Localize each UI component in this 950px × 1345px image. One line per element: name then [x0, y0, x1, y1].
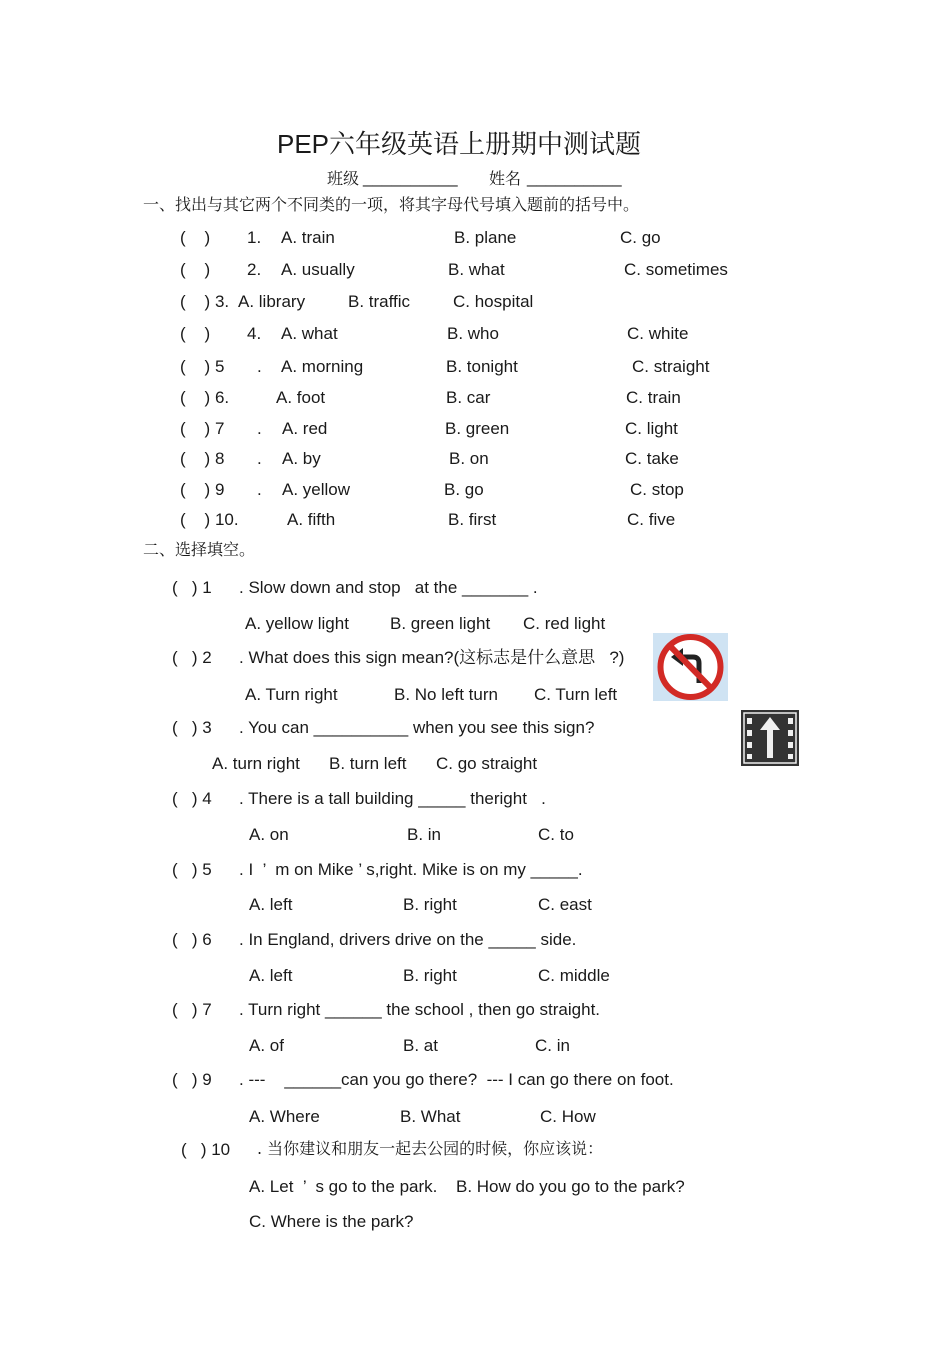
- s1-item9-option-c: C. stop: [630, 480, 684, 499]
- s2-q2-option-b: B. No left turn: [394, 685, 498, 704]
- s2-q7-option-b: B. at: [403, 1036, 438, 1055]
- s2-q9-paren: ( ) 9: [172, 1070, 212, 1089]
- s1-item3-paren: ( ) 3.: [180, 292, 230, 311]
- s1-item2-option-b: B. what: [448, 260, 505, 279]
- s1-item4-option-c: C. white: [627, 324, 689, 343]
- s2-q4-option-b: B. in: [407, 825, 442, 844]
- s1-item10-option-a: A. fifth: [287, 510, 336, 529]
- s1-item5-option-c: C. straight: [632, 357, 710, 376]
- s2-q9-option-a: A. Where: [249, 1107, 320, 1126]
- s2-q6-paren: ( ) 6: [172, 930, 212, 949]
- s2-q7-option-a: A. of: [249, 1036, 284, 1055]
- s1-item6-paren: ( ) 6.: [180, 388, 230, 407]
- s1-item7-option-c: C. light: [625, 419, 678, 438]
- s2-q10-option-a: A. Let ’ s go to the park.: [249, 1177, 438, 1196]
- s1-item3-option-b: B. traffic: [348, 292, 411, 311]
- s2-q9-option-b: B. What: [400, 1107, 461, 1126]
- s2-q6-option-c: C. middle: [538, 966, 610, 985]
- s1-item8-option-a: A. by: [282, 449, 321, 468]
- s1-item1-option-b: B. plane: [454, 228, 517, 247]
- s2-q7-option-c: C. in: [535, 1036, 570, 1055]
- s2-q4-paren: ( ) 4: [172, 789, 212, 808]
- s2-q10-paren: ( ) 10: [181, 1140, 231, 1159]
- go-straight-sign-icon: [741, 710, 799, 766]
- s1-item2-option-c: C. sometimes: [624, 260, 728, 279]
- s1-item5-num: .: [257, 357, 262, 376]
- s2-q4-text: . There is a tall building _____ theright .: [239, 789, 546, 808]
- s1-item4-option-b: B. who: [447, 324, 499, 343]
- s2-q5-paren: ( ) 5: [172, 860, 212, 879]
- s2-q5-text: . I ’ m on Mike ’ s,right. Mike is on my _____.: [239, 860, 583, 879]
- s1-item7-num: .: [257, 419, 262, 438]
- s2-q7-paren: ( ) 7: [172, 1000, 212, 1019]
- page-title: PEP六年级英语上册期中测试题: [277, 129, 642, 159]
- s2-q9-option-c: C. How: [540, 1107, 596, 1126]
- s2-q5-option-b: B. right: [403, 895, 457, 914]
- s2-q5-option-c: C. east: [538, 895, 592, 914]
- s2-q2-option-c: C. Turn left: [534, 685, 618, 704]
- s1-item6-option-c: C. train: [626, 388, 681, 407]
- s1-item5-option-a: A. morning: [281, 357, 364, 376]
- name-blank: __________: [527, 168, 622, 187]
- s1-item9-option-b: B. go: [444, 480, 484, 499]
- s1-item8-paren: ( ) 8: [180, 449, 225, 468]
- s2-q6-option-a: A. left: [249, 966, 293, 985]
- s1-item9-option-a: A. yellow: [282, 480, 351, 499]
- s1-item2-option-a: A. usually: [281, 260, 355, 279]
- s1-item6-option-a: A. foot: [276, 388, 326, 407]
- s1-item7-option-b: B. green: [445, 419, 510, 438]
- s2-q1-option-b: B. green light: [390, 614, 491, 633]
- s1-item3-option-a: A. library: [238, 292, 306, 311]
- s1-item2-paren: ( ): [180, 260, 211, 279]
- s1-item3-option-c: C. hospital: [453, 292, 534, 311]
- s2-q10-text: . 当你建议和朋友一起去公园的时候，你应该说：: [257, 1139, 604, 1158]
- name-label: 姓名: [489, 169, 522, 188]
- s1-item7-option-a: A. red: [282, 419, 328, 438]
- s1-item5-paren: ( ) 5: [180, 357, 225, 376]
- s1-item9-num: .: [257, 480, 262, 499]
- s2-q9-text: . --- ______can you go there? --- I can go there on foot.: [239, 1070, 674, 1089]
- s1-item1-option-a: A. train: [281, 228, 335, 247]
- s2-q6-text: . In England, drivers drive on the _____ side.: [239, 930, 577, 949]
- s2-q6-option-b: B. right: [403, 966, 457, 985]
- s2-q10-option-c: C. Where is the park?: [249, 1212, 414, 1231]
- s2-q1-option-c: C. red light: [523, 614, 606, 633]
- no-left-turn-sign-icon: [653, 633, 728, 701]
- s2-q4-option-c: C. to: [538, 825, 574, 844]
- s2-q7-text: . Turn right ______ the school , then go straight.: [239, 1000, 601, 1019]
- s1-item7-paren: ( ) 7: [180, 419, 225, 438]
- section1-heading: 一、找出与其它两个不同类的一项，将其字母代号填入题前的括号中。: [143, 195, 640, 214]
- s1-item5-option-b: B. tonight: [446, 357, 518, 376]
- s2-q3-option-c: C. go straight: [436, 754, 538, 773]
- s1-item1-option-c: C. go: [620, 228, 661, 247]
- s1-item10-option-c: C. five: [627, 510, 676, 529]
- s2-q1-option-a: A. yellow light: [245, 614, 349, 633]
- s1-item4-paren: ( ): [180, 324, 211, 343]
- s1-item10-option-b: B. first: [448, 510, 497, 529]
- s2-q1-paren: ( ) 1: [172, 578, 212, 597]
- s1-item8-option-c: C. take: [625, 449, 679, 468]
- class-blank: __________: [363, 168, 458, 187]
- s2-q3-option-b: B. turn left: [329, 754, 407, 773]
- s2-q3-paren: ( ) 3: [172, 718, 212, 737]
- class-label: 班级: [327, 169, 360, 188]
- s1-item10-paren: ( ) 10.: [180, 510, 239, 529]
- s1-item2-num: 2.: [247, 260, 262, 279]
- s2-q3-option-a: A. turn right: [212, 754, 300, 773]
- s1-item8-num: .: [257, 449, 262, 468]
- s2-q4-option-a: A. on: [249, 825, 289, 844]
- section2-heading: 二、选择填空。: [143, 540, 256, 559]
- s2-q10-option-b: B. How do you go to the park?: [456, 1177, 685, 1196]
- s1-item4-option-a: A. what: [281, 324, 338, 343]
- s1-item4-num: 4.: [247, 324, 262, 343]
- s2-q1-text: . Slow down and stop at the _______ .: [239, 578, 538, 597]
- s1-item1-num: 1.: [247, 228, 262, 247]
- s1-item9-paren: ( ) 9: [180, 480, 225, 499]
- s1-item8-option-b: B. on: [449, 449, 489, 468]
- s2-q2-paren: ( ) 2: [172, 648, 212, 667]
- s2-q3-text: . You can __________ when you see this sign?: [239, 718, 595, 737]
- s2-q5-option-a: A. left: [249, 895, 293, 914]
- s2-q2-option-a: A. Turn right: [245, 685, 338, 704]
- s2-q2-text: . What does this sign mean?(这标志是什么意思 ?): [239, 648, 625, 667]
- s1-item1-paren: ( ): [180, 228, 211, 247]
- s1-item6-option-b: B. car: [446, 388, 491, 407]
